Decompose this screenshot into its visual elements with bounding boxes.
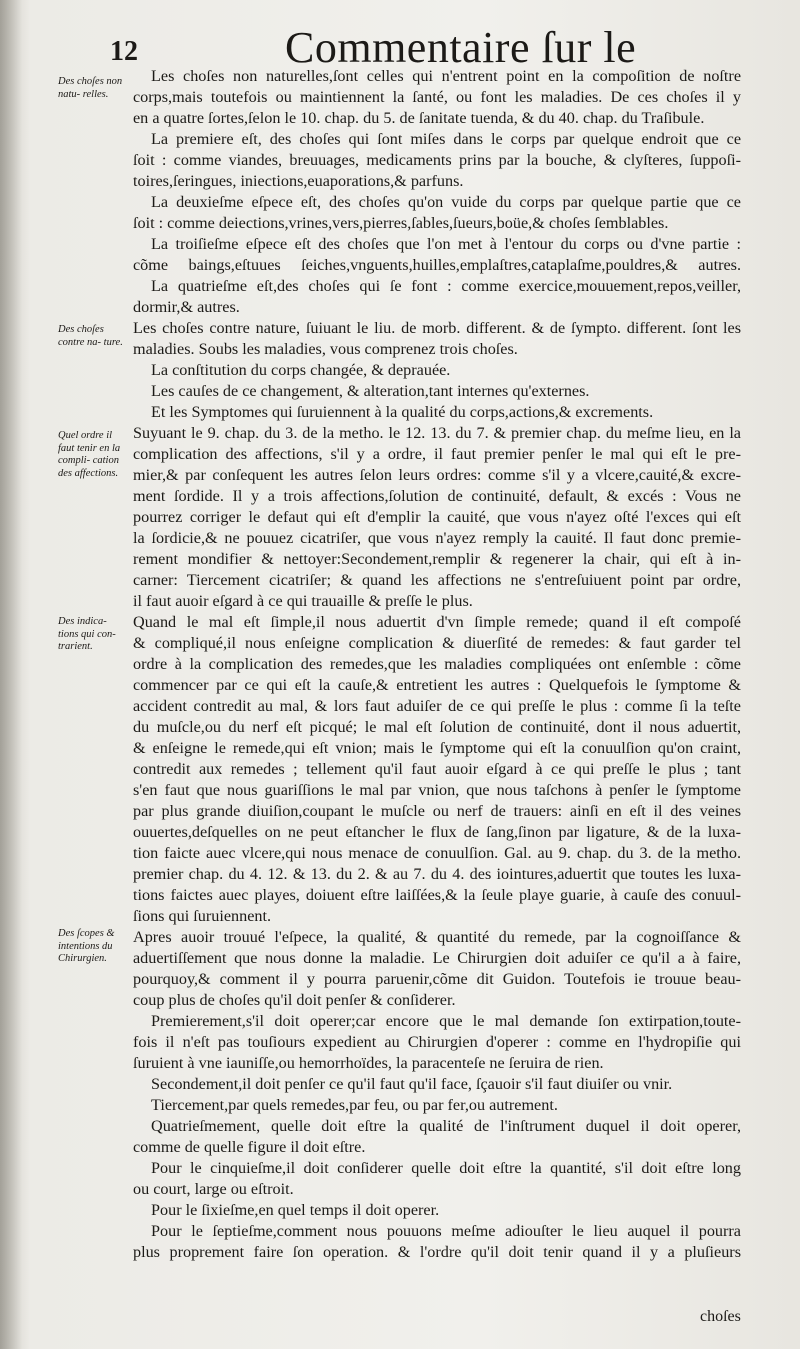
text-line: tion faicte auec vlcere,qui nous menace de conuulſion. Gal. au 9. chap. du 3. de la metho. xyxy=(133,844,741,862)
text-line: en a quatre ſortes,ſelon le 10. chap. du 5. de ſanitate tuenda, & du 40. chap. du Traſibule. xyxy=(133,109,705,127)
text-line: tions faictes auec playes, doiuent eſtre laiſſées,& la ſeule playe guarie, à cauſe des conuul- xyxy=(133,886,741,904)
text-line: Suyuant le 9. chap. du 3. de la metho. le 12. 13. du 7. & premier chap. du meſme lieu, en la xyxy=(133,424,741,442)
paragraph xyxy=(133,66,741,129)
text-line: Quand le mal eſt ſimple,il nous aduertit d'vn ſimple remede; quand il eſt compoſé xyxy=(133,613,741,631)
text-line: accident contredit au mal, & lors faut aduiſer de ce qui preſſe le plus : comme ſi la teſte xyxy=(133,697,741,715)
text-line: dormir,& autres. xyxy=(133,298,240,316)
text-line: La conſtitution du corps changée, & deprauée. xyxy=(151,361,451,379)
text-line: Secondement,il doit penſer ce qu'il faut qu'il face, ſçauoir s'il faut diuiſer ou vnir. xyxy=(151,1075,673,1093)
page-header xyxy=(0,22,800,72)
text-line: Et les Symptomes qui ſuruiennent à la qualité du corps,actions,& excrements. xyxy=(151,403,654,421)
text-line: complication des affections, s'il y a ordre, il faut premier penſer le mal qui eſt le pre- xyxy=(133,445,741,463)
text-line: ordre à la complication des remedes,que les maladies compliquées ont enſemble : cõme xyxy=(133,655,741,673)
marginal-note: Quel ordre il faut tenir en la compli- cation des affections. xyxy=(58,430,121,479)
paragraph xyxy=(133,1200,741,1221)
paragraph xyxy=(133,1011,741,1074)
paragraph xyxy=(133,129,741,192)
text-line: Quatrieſmement, quelle doit eſtre la qualité de l'inſtrument duquel il doit operer, xyxy=(151,1117,741,1135)
text-line: rement mondifier & nettoyer:Secondement,remplir & regenerer la chair, qui eſt à in- xyxy=(133,550,741,568)
text-line: cõme baings,eſtuues ſeiches,vnguents,huilles,emplaſtres,cataplaſme,pouldres,& autres. xyxy=(133,256,741,274)
text-line: plus proprement faire ſon operation. & l'ordre qu'il doit tenir quand il y a pluſieurs xyxy=(133,1243,741,1261)
text-line: ſions qui ſuruiennent. xyxy=(133,907,272,925)
text-line: par plus grande diuiſion,coupant le muſcle ou nerf de trauers: ainſi en eſt il des veines xyxy=(133,802,741,820)
paragraph xyxy=(133,423,741,612)
text-line: Les choſes contre nature, ſuiuant le liu. de morb. different. & de ſympto. different. ſont les xyxy=(133,319,741,337)
paragraph xyxy=(133,1158,741,1200)
text-line: mier,& par conſequent les autres ſelon leurs ordres: comme s'il y a vlcere,cauité,& excre- xyxy=(133,466,741,484)
text-line: Les choſes non naturelles,ſont celles qui n'entrent point en la compoſition de noſtre xyxy=(151,67,741,85)
text-line: toires,ſeringues, iniections,euaporations,& parfuns. xyxy=(133,172,464,190)
text-line: & compliqué,il nous enſeigne complication & diuerſité de remedes: & faut garder tel xyxy=(133,634,741,652)
paragraph xyxy=(133,1221,741,1263)
text-line: ſoit : comme viandes, breuuages, medicaments prins par la bouche, & clyſteres, ſuppoſi- xyxy=(133,151,741,169)
text-line: coup plus de choſes qu'il doit penſer & conſiderer. xyxy=(133,991,456,1009)
text-line: ſuruient à vne iauniſſe,ou hemorrhoïdes, la paracenteſe ne ſeruira de rien. xyxy=(133,1054,604,1072)
text-line: pourrez corriger le defaut qui eſt d'emplir la cauité, que vous n'ayez oſté l'exces qui eſt xyxy=(133,508,741,526)
marginal-note: Des choſes non natu- relles. xyxy=(58,76,123,100)
paragraph xyxy=(133,1074,741,1095)
marginal-note: Des indica- tions qui con- trarient. xyxy=(58,616,116,652)
text-line: du muſcle,ou du nerf eſt picqué; le mal eſt ſolution de continuité, dont il nous aduertit, xyxy=(133,718,741,736)
text-line: comme de quelle figure il doit eſtre. xyxy=(133,1138,366,1156)
paragraph xyxy=(133,1095,741,1116)
paragraph xyxy=(133,612,741,927)
paragraph xyxy=(133,360,741,381)
text-line: pourquoy,& comment il y pourra paruenir,cõme dit Guidon. Toutefois ie trouue beau- xyxy=(133,970,741,988)
text-line: La troiſieſme eſpece eſt des choſes que l'on met à l'entour du corps ou d'vne partie : xyxy=(151,235,741,253)
text-line: s'en faut que nous guariſſions le mal par vnion, que nous taſchons à penſer le ſymptome xyxy=(133,781,741,799)
text-line: ou court, large ou eſtroit. xyxy=(133,1180,294,1198)
text-line: Pour le ſeptieſme,comment nous pouuons meſme adiouſter le lieu auquel il pourra xyxy=(151,1222,741,1240)
paragraph xyxy=(133,1116,741,1158)
text-line: commencer par ce qui eſt la cauſe,& entretient les autres : Quelquefois le ſymptome & xyxy=(133,676,741,694)
text-line: Premierement,s'il doit operer;car encore que le mal demande ſon extirpation,toute- xyxy=(151,1012,741,1030)
text-line: carner: Tiercement cicatriſer; & quand les affections ne s'entreſuiuent point par ordre, xyxy=(133,571,741,589)
text-line: fois il n'eſt pas touſiours expedient au Chirurgien d'operer : comme en l'hydropiſie qui xyxy=(133,1033,741,1051)
text-line: Les cauſes de ce changement, & alteration,tant internes qu'externes. xyxy=(151,382,590,400)
text-line: corps,mais toutefois ou maintiennent la ſanté, ou font les maladies. De ces choſes il y xyxy=(133,88,741,106)
paragraph xyxy=(133,234,741,276)
text-line: maladies. Soubs les maladies, vous comprenez trois choſes. xyxy=(133,340,518,358)
marginal-note: Des choſes contre na- ture. xyxy=(58,324,123,348)
text-line: premier chap. du 4. 12. & 13. du 2. & au 7. du 4. des iointures,aduertit que toutes les luxa- xyxy=(133,865,741,883)
text-line: ouuertes,deſquelles on ne peut eſtancher le flux de ſang,ſinon par ligature, & de la luxa- xyxy=(133,823,741,841)
gutter-shadow xyxy=(0,0,22,1349)
paragraph xyxy=(133,318,741,360)
paragraph xyxy=(133,192,741,234)
text-line: Apres auoir trouué l'eſpece, la qualité, & quantité du remede, par la cognoiſſance & xyxy=(133,928,741,946)
text-line: La deuxieſme eſpece eſt, des choſes qu'on vuide du corps par quelque partie que ce xyxy=(151,193,741,211)
catchword: choſes xyxy=(700,1308,741,1325)
text-line: Tiercement,par quels remedes,par feu, ou par fer,ou autrement. xyxy=(151,1096,558,1114)
marginal-note: Des ſcopes & intentions du Chirurgien. xyxy=(58,928,115,964)
page-number: 12 xyxy=(110,36,138,67)
text-line: La premiere eſt, des choſes qui ſont miſes dans le corps par quelque endroit que ce xyxy=(151,130,741,148)
paragraph xyxy=(133,927,741,1011)
text-line: ſoit : comme deiections,vrines,vers,pierres,ſables,ſueurs,boüe,& choſes ſemblables. xyxy=(133,214,669,232)
text-line: la ſordicie,& ne pouuez cicatriſer, que vous n'ayez remply la cauité. Il faut donc premie- xyxy=(133,529,741,547)
text-line: ment ſordide. Il y a trois affections,ſolution de continuité, default, & excés : Vous ne xyxy=(133,487,741,505)
text-line: contredit aux remedes ; tellement qu'il faut auoir eſgard à ce qui preſſe le plus ; tant xyxy=(133,760,741,778)
paragraph xyxy=(133,381,741,402)
text-line: Pour le ſixieſme,en quel temps il doit operer. xyxy=(151,1201,440,1219)
text-line: Pour le cinquieſme,il doit conſiderer quelle doit eſtre la quantité, s'il doit eſtre long xyxy=(151,1159,741,1177)
text-line: aduertiſſement que nous donne la maladie. Le Chirurgien doit aduiſer ce qu'il a à faire, xyxy=(133,949,741,967)
paragraph xyxy=(133,402,741,423)
text-line: & enſeigne le remede,qui eſt vnion; mais le ſymptome qui eſt la conuulſion qu'on craint, xyxy=(133,739,741,757)
text-line: il faut auoir eſgard à ce qui trauaille & preſſe le plus. xyxy=(133,592,473,610)
paragraph xyxy=(133,276,741,318)
text-line: La quatrieſme eſt,des choſes qui ſe font : comme exercice,mouuement,repos,veiller, xyxy=(151,277,741,295)
running-title: Commentaire ſur le xyxy=(285,23,637,72)
